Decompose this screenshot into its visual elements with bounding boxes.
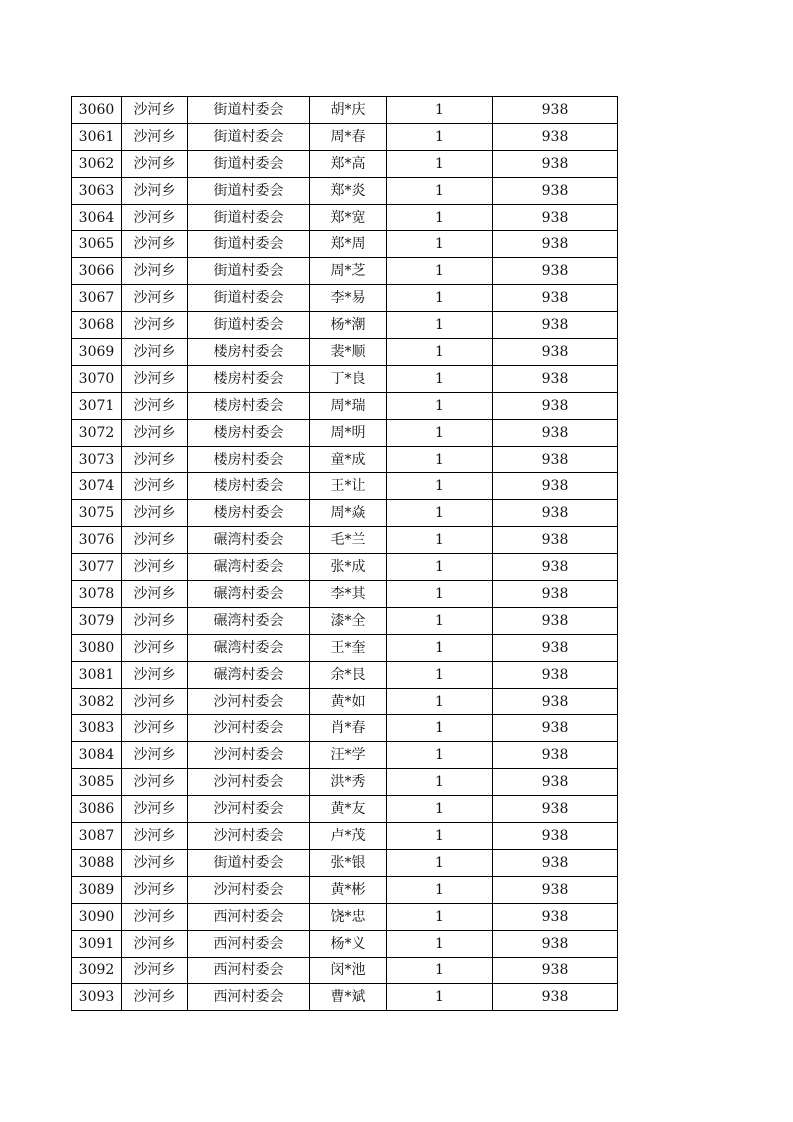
village-committee-cell: 街道村委会 — [188, 849, 310, 876]
village-committee-cell: 楼房村委会 — [188, 446, 310, 473]
amount-cell: 938 — [493, 903, 618, 930]
count-cell: 1 — [387, 365, 493, 392]
roster-table — [71, 96, 618, 1011]
village-committee-cell: 街道村委会 — [188, 97, 310, 124]
count-cell: 1 — [387, 446, 493, 473]
village-committee-cell: 街道村委会 — [188, 312, 310, 339]
record-number-cell: 3089 — [72, 876, 122, 903]
count-cell: 1 — [387, 957, 493, 984]
amount-cell: 938 — [493, 957, 618, 984]
record-number-cell: 3083 — [72, 715, 122, 742]
table-row — [72, 554, 618, 581]
table-row — [72, 419, 618, 446]
table-row — [72, 823, 618, 850]
township-cell: 沙河乡 — [122, 527, 188, 554]
village-committee-cell: 碾湾村委会 — [188, 661, 310, 688]
village-committee-cell: 街道村委会 — [188, 150, 310, 177]
table-row — [72, 581, 618, 608]
name-cell: 周*春 — [310, 123, 387, 150]
name-cell: 童*成 — [310, 446, 387, 473]
village-committee-cell: 碾湾村委会 — [188, 554, 310, 581]
amount-cell: 938 — [493, 123, 618, 150]
village-committee-cell: 街道村委会 — [188, 177, 310, 204]
village-committee-cell: 沙河村委会 — [188, 823, 310, 850]
amount-cell: 938 — [493, 554, 618, 581]
name-cell: 周*芝 — [310, 258, 387, 285]
record-number-cell: 3066 — [72, 258, 122, 285]
township-cell: 沙河乡 — [122, 446, 188, 473]
count-cell: 1 — [387, 231, 493, 258]
village-committee-cell: 街道村委会 — [188, 123, 310, 150]
township-cell: 沙河乡 — [122, 715, 188, 742]
amount-cell: 938 — [493, 634, 618, 661]
record-number-cell: 3064 — [72, 204, 122, 231]
record-number-cell: 3082 — [72, 688, 122, 715]
village-committee-cell: 沙河村委会 — [188, 742, 310, 769]
table-row — [72, 150, 618, 177]
count-cell: 1 — [387, 258, 493, 285]
village-committee-cell: 沙河村委会 — [188, 715, 310, 742]
record-number-cell: 3091 — [72, 930, 122, 957]
township-cell: 沙河乡 — [122, 365, 188, 392]
record-number-cell: 3061 — [72, 123, 122, 150]
record-number-cell: 3087 — [72, 823, 122, 850]
township-cell: 沙河乡 — [122, 957, 188, 984]
name-cell: 黄*如 — [310, 688, 387, 715]
name-cell: 毛*兰 — [310, 527, 387, 554]
record-number-cell: 3077 — [72, 554, 122, 581]
amount-cell: 938 — [493, 392, 618, 419]
name-cell: 郑*炎 — [310, 177, 387, 204]
record-number-cell: 3088 — [72, 849, 122, 876]
count-cell: 1 — [387, 527, 493, 554]
name-cell: 胡*庆 — [310, 97, 387, 124]
record-number-cell: 3063 — [72, 177, 122, 204]
village-committee-cell: 沙河村委会 — [188, 769, 310, 796]
township-cell: 沙河乡 — [122, 231, 188, 258]
name-cell: 洪*秀 — [310, 769, 387, 796]
table-row — [72, 661, 618, 688]
count-cell: 1 — [387, 392, 493, 419]
village-committee-cell: 西河村委会 — [188, 903, 310, 930]
village-committee-cell: 楼房村委会 — [188, 365, 310, 392]
village-committee-cell: 街道村委会 — [188, 204, 310, 231]
table-row — [72, 634, 618, 661]
township-cell: 沙河乡 — [122, 742, 188, 769]
count-cell: 1 — [387, 123, 493, 150]
township-cell: 沙河乡 — [122, 876, 188, 903]
count-cell: 1 — [387, 823, 493, 850]
amount-cell: 938 — [493, 150, 618, 177]
amount-cell: 938 — [493, 715, 618, 742]
name-cell: 周*明 — [310, 419, 387, 446]
count-cell: 1 — [387, 204, 493, 231]
township-cell: 沙河乡 — [122, 581, 188, 608]
township-cell: 沙河乡 — [122, 930, 188, 957]
record-number-cell: 3073 — [72, 446, 122, 473]
amount-cell: 938 — [493, 742, 618, 769]
record-number-cell: 3060 — [72, 97, 122, 124]
amount-cell: 938 — [493, 204, 618, 231]
village-committee-cell: 沙河村委会 — [188, 688, 310, 715]
township-cell: 沙河乡 — [122, 204, 188, 231]
table-row — [72, 231, 618, 258]
amount-cell: 938 — [493, 661, 618, 688]
table-row — [72, 957, 618, 984]
name-cell: 黄*友 — [310, 796, 387, 823]
township-cell: 沙河乡 — [122, 796, 188, 823]
amount-cell: 938 — [493, 823, 618, 850]
township-cell: 沙河乡 — [122, 769, 188, 796]
name-cell: 李*易 — [310, 285, 387, 312]
village-committee-cell: 楼房村委会 — [188, 500, 310, 527]
record-number-cell: 3076 — [72, 527, 122, 554]
table-row — [72, 849, 618, 876]
name-cell: 杨*义 — [310, 930, 387, 957]
record-number-cell: 3085 — [72, 769, 122, 796]
count-cell: 1 — [387, 419, 493, 446]
name-cell: 郑*高 — [310, 150, 387, 177]
name-cell: 张*银 — [310, 849, 387, 876]
table-row — [72, 930, 618, 957]
table-row — [72, 97, 618, 124]
record-number-cell: 3070 — [72, 365, 122, 392]
table-row — [72, 500, 618, 527]
amount-cell: 938 — [493, 849, 618, 876]
count-cell: 1 — [387, 312, 493, 339]
count-cell: 1 — [387, 607, 493, 634]
count-cell: 1 — [387, 769, 493, 796]
amount-cell: 938 — [493, 419, 618, 446]
name-cell: 余*艮 — [310, 661, 387, 688]
count-cell: 1 — [387, 97, 493, 124]
record-number-cell: 3078 — [72, 581, 122, 608]
record-number-cell: 3065 — [72, 231, 122, 258]
township-cell: 沙河乡 — [122, 339, 188, 366]
record-number-cell: 3084 — [72, 742, 122, 769]
village-committee-cell: 西河村委会 — [188, 957, 310, 984]
village-committee-cell: 碾湾村委会 — [188, 527, 310, 554]
count-cell: 1 — [387, 876, 493, 903]
township-cell: 沙河乡 — [122, 123, 188, 150]
table-row — [72, 285, 618, 312]
township-cell: 沙河乡 — [122, 97, 188, 124]
amount-cell: 938 — [493, 984, 618, 1011]
township-cell: 沙河乡 — [122, 177, 188, 204]
record-number-cell: 3067 — [72, 285, 122, 312]
amount-cell: 938 — [493, 365, 618, 392]
name-cell: 杨*潮 — [310, 312, 387, 339]
count-cell: 1 — [387, 796, 493, 823]
village-committee-cell: 碾湾村委会 — [188, 607, 310, 634]
township-cell: 沙河乡 — [122, 903, 188, 930]
table-row — [72, 742, 618, 769]
record-number-cell: 3080 — [72, 634, 122, 661]
amount-cell: 938 — [493, 339, 618, 366]
village-committee-cell: 西河村委会 — [188, 930, 310, 957]
count-cell: 1 — [387, 984, 493, 1011]
table-row — [72, 607, 618, 634]
township-cell: 沙河乡 — [122, 849, 188, 876]
record-number-cell: 3075 — [72, 500, 122, 527]
amount-cell: 938 — [493, 527, 618, 554]
name-cell: 肖*春 — [310, 715, 387, 742]
township-cell: 沙河乡 — [122, 688, 188, 715]
table-row — [72, 258, 618, 285]
amount-cell: 938 — [493, 500, 618, 527]
name-cell: 王*让 — [310, 473, 387, 500]
name-cell: 张*成 — [310, 554, 387, 581]
name-cell: 卢*茂 — [310, 823, 387, 850]
count-cell: 1 — [387, 661, 493, 688]
township-cell: 沙河乡 — [122, 634, 188, 661]
village-committee-cell: 街道村委会 — [188, 231, 310, 258]
record-number-cell: 3068 — [72, 312, 122, 339]
amount-cell: 938 — [493, 446, 618, 473]
village-committee-cell: 西河村委会 — [188, 984, 310, 1011]
table-row — [72, 123, 618, 150]
count-cell: 1 — [387, 500, 493, 527]
amount-cell: 938 — [493, 177, 618, 204]
amount-cell: 938 — [493, 930, 618, 957]
amount-cell: 938 — [493, 769, 618, 796]
village-committee-cell: 楼房村委会 — [188, 392, 310, 419]
township-cell: 沙河乡 — [122, 607, 188, 634]
table-row — [72, 688, 618, 715]
village-committee-cell: 楼房村委会 — [188, 339, 310, 366]
village-committee-cell: 楼房村委会 — [188, 419, 310, 446]
table-row — [72, 473, 618, 500]
amount-cell: 938 — [493, 607, 618, 634]
count-cell: 1 — [387, 849, 493, 876]
record-number-cell: 3072 — [72, 419, 122, 446]
township-cell: 沙河乡 — [122, 500, 188, 527]
count-cell: 1 — [387, 150, 493, 177]
name-cell: 闵*池 — [310, 957, 387, 984]
count-cell: 1 — [387, 554, 493, 581]
name-cell: 郑*周 — [310, 231, 387, 258]
record-number-cell: 3092 — [72, 957, 122, 984]
township-cell: 沙河乡 — [122, 984, 188, 1011]
township-cell: 沙河乡 — [122, 312, 188, 339]
name-cell: 李*其 — [310, 581, 387, 608]
township-cell: 沙河乡 — [122, 473, 188, 500]
name-cell: 丁*良 — [310, 365, 387, 392]
village-committee-cell: 街道村委会 — [188, 258, 310, 285]
village-committee-cell: 沙河村委会 — [188, 796, 310, 823]
table-row — [72, 527, 618, 554]
amount-cell: 938 — [493, 796, 618, 823]
record-number-cell: 3069 — [72, 339, 122, 366]
township-cell: 沙河乡 — [122, 661, 188, 688]
record-number-cell: 3086 — [72, 796, 122, 823]
table-row — [72, 365, 618, 392]
village-committee-cell: 沙河村委会 — [188, 876, 310, 903]
record-number-cell: 3062 — [72, 150, 122, 177]
table-row — [72, 876, 618, 903]
amount-cell: 938 — [493, 688, 618, 715]
name-cell: 汪*学 — [310, 742, 387, 769]
name-cell: 周*焱 — [310, 500, 387, 527]
record-number-cell: 3093 — [72, 984, 122, 1011]
amount-cell: 938 — [493, 876, 618, 903]
name-cell: 饶*忠 — [310, 903, 387, 930]
table-row — [72, 769, 618, 796]
table-row — [72, 903, 618, 930]
record-number-cell: 3079 — [72, 607, 122, 634]
village-committee-cell: 碾湾村委会 — [188, 634, 310, 661]
count-cell: 1 — [387, 285, 493, 312]
record-number-cell: 3090 — [72, 903, 122, 930]
count-cell: 1 — [387, 473, 493, 500]
name-cell: 郑*宽 — [310, 204, 387, 231]
township-cell: 沙河乡 — [122, 554, 188, 581]
township-cell: 沙河乡 — [122, 285, 188, 312]
amount-cell: 938 — [493, 258, 618, 285]
count-cell: 1 — [387, 581, 493, 608]
record-number-cell: 3074 — [72, 473, 122, 500]
table-row — [72, 204, 618, 231]
record-number-cell: 3081 — [72, 661, 122, 688]
village-committee-cell: 楼房村委会 — [188, 473, 310, 500]
count-cell: 1 — [387, 742, 493, 769]
amount-cell: 938 — [493, 231, 618, 258]
name-cell: 王*奎 — [310, 634, 387, 661]
name-cell: 曹*斌 — [310, 984, 387, 1011]
count-cell: 1 — [387, 634, 493, 661]
table-row — [72, 446, 618, 473]
roster-table-body — [72, 97, 618, 1011]
table-row — [72, 715, 618, 742]
village-committee-cell: 街道村委会 — [188, 285, 310, 312]
record-number-cell: 3071 — [72, 392, 122, 419]
amount-cell: 938 — [493, 581, 618, 608]
amount-cell: 938 — [493, 312, 618, 339]
amount-cell: 938 — [493, 473, 618, 500]
table-row — [72, 339, 618, 366]
name-cell: 裴*顺 — [310, 339, 387, 366]
township-cell: 沙河乡 — [122, 419, 188, 446]
village-committee-cell: 碾湾村委会 — [188, 581, 310, 608]
township-cell: 沙河乡 — [122, 150, 188, 177]
name-cell: 周*瑞 — [310, 392, 387, 419]
table-row — [72, 984, 618, 1011]
township-cell: 沙河乡 — [122, 258, 188, 285]
table-row — [72, 796, 618, 823]
count-cell: 1 — [387, 903, 493, 930]
table-row — [72, 177, 618, 204]
township-cell: 沙河乡 — [122, 823, 188, 850]
count-cell: 1 — [387, 339, 493, 366]
amount-cell: 938 — [493, 97, 618, 124]
count-cell: 1 — [387, 177, 493, 204]
amount-cell: 938 — [493, 285, 618, 312]
name-cell: 黄*彬 — [310, 876, 387, 903]
township-cell: 沙河乡 — [122, 392, 188, 419]
name-cell: 漆*全 — [310, 607, 387, 634]
count-cell: 1 — [387, 715, 493, 742]
table-row — [72, 392, 618, 419]
count-cell: 1 — [387, 930, 493, 957]
table-row — [72, 312, 618, 339]
count-cell: 1 — [387, 688, 493, 715]
